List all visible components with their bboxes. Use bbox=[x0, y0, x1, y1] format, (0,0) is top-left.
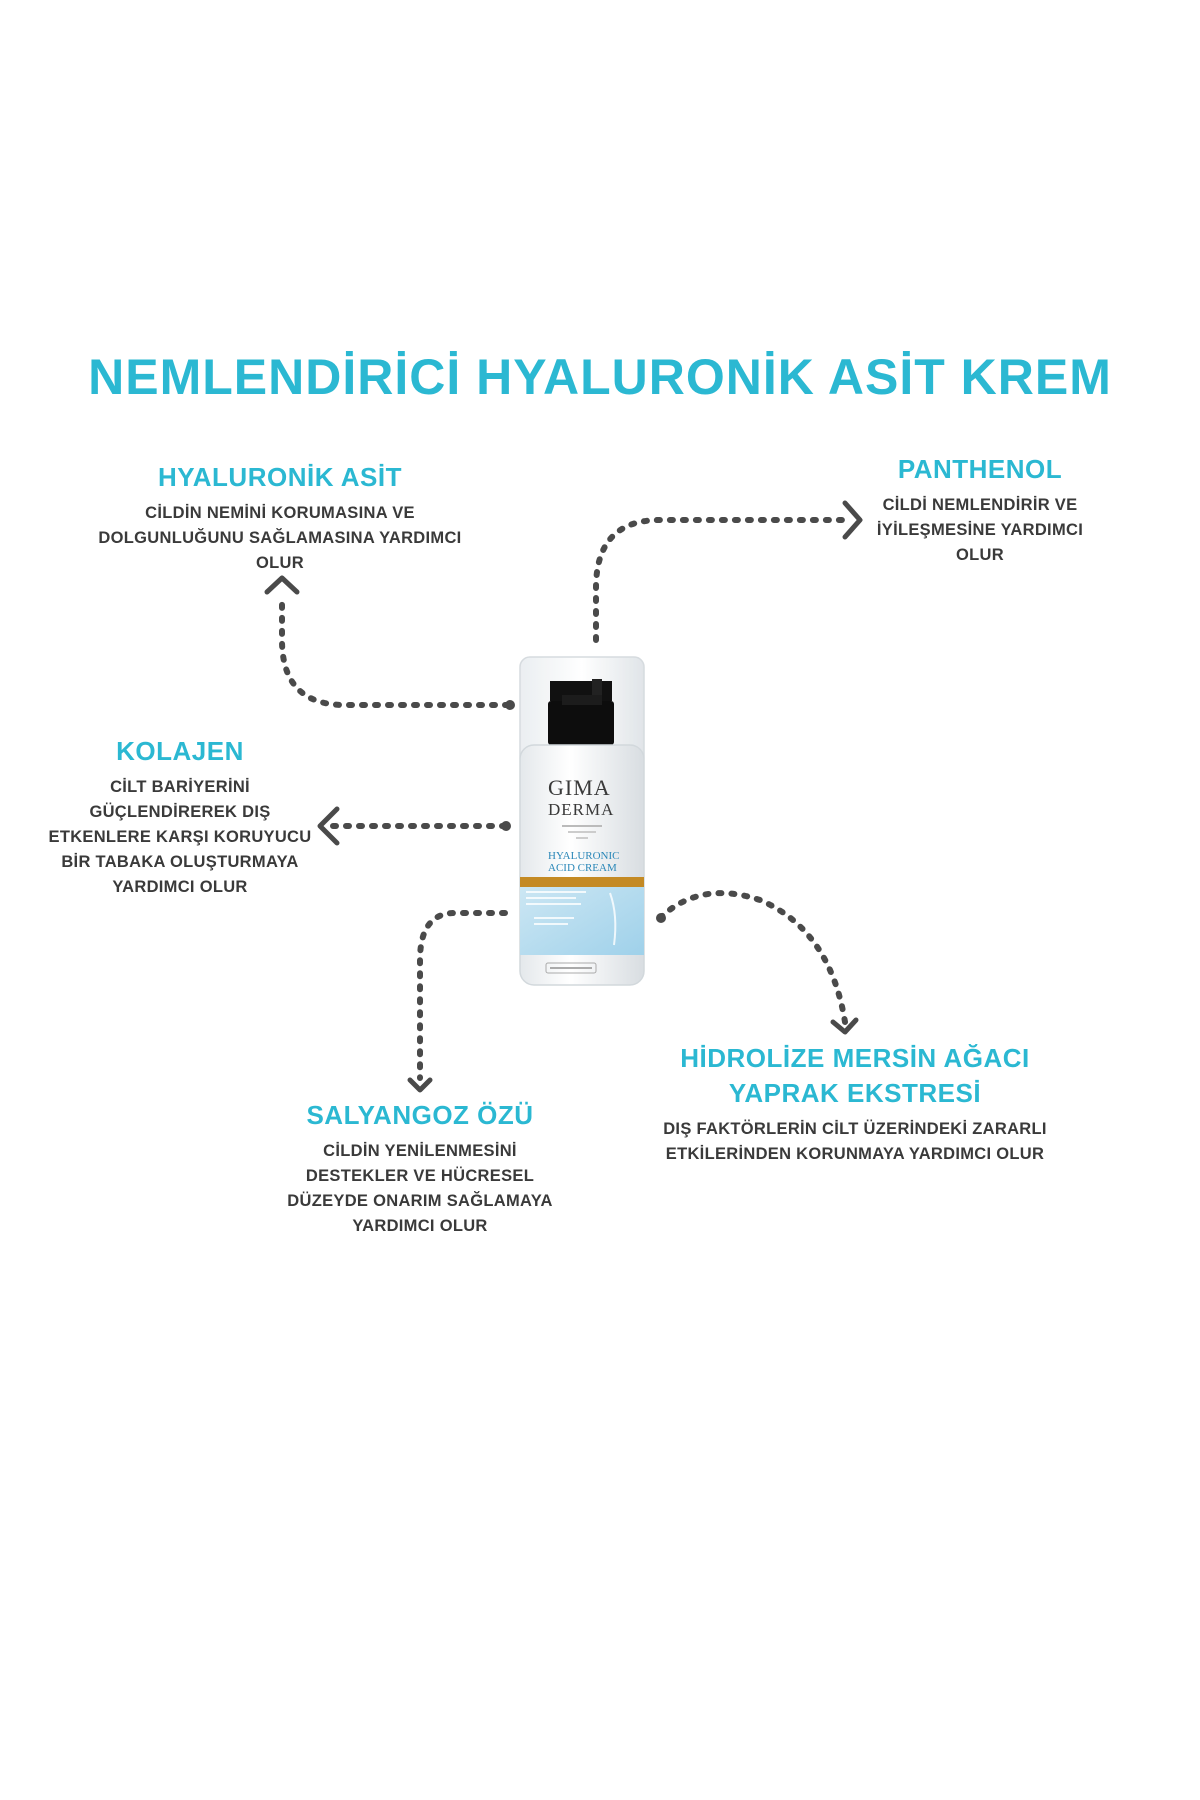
ingredient-desc-line: BİR TABAKA OLUŞTURMAYA bbox=[61, 853, 299, 871]
product-bottle-image bbox=[518, 655, 646, 990]
ingredient-hyaluronic bbox=[80, 462, 480, 576]
ingredient-desc-line: YARDIMCI OLUR bbox=[352, 1217, 488, 1235]
product-name-line2: ACID CREAM bbox=[548, 862, 617, 874]
ingredient-kolajen bbox=[30, 736, 330, 900]
arrow-panthenol bbox=[596, 520, 848, 640]
ingredient-desc-line: CİLT BARİYERİNİ bbox=[110, 778, 250, 796]
ingredient-salyangoz bbox=[270, 1100, 570, 1239]
ingredient-desc-line: DOLGUNLUĞUNU SAĞLAMASINA YARDIMCI bbox=[98, 529, 462, 547]
ingredient-desc-line: CİLDİ NEMLENDİRİR VE bbox=[882, 496, 1078, 514]
ingredient-desc-line: DESTEKLER VE HÜCRESEL bbox=[305, 1167, 535, 1185]
ingredient-desc-line: CİLDİN YENİLENMESİNİ bbox=[323, 1142, 517, 1160]
ingredient-title: PANTHENOL bbox=[897, 454, 1063, 484]
dot-mersin bbox=[656, 913, 666, 923]
ingredient-title: KOLAJEN bbox=[116, 736, 244, 766]
ingredient-title: HYALURONİK ASİT bbox=[158, 462, 402, 492]
ingredient-panthenol bbox=[855, 454, 1105, 568]
ingredient-title: HİDROLİZE MERSİN AĞACI bbox=[680, 1043, 1030, 1073]
ingredient-desc-line: ETKİLERİNDEN KORUNMAYA YARDIMCI OLUR bbox=[665, 1145, 1045, 1163]
ingredient-desc-line: DIŞ FAKTÖRLERİN CİLT ÜZERİNDEKİ ZARARLI bbox=[663, 1120, 1047, 1138]
ingredient-title: YAPRAK EKSTRESİ bbox=[728, 1078, 982, 1108]
ingredient-desc-line: ETKENLERE KARŞI KORUYUCU bbox=[48, 828, 312, 846]
arrow-mersin bbox=[660, 893, 845, 1022]
ingredient-desc-line: OLUR bbox=[256, 554, 304, 572]
ingredient-mersin bbox=[645, 1043, 1065, 1167]
ingredient-desc-line: YARDIMCI OLUR bbox=[112, 878, 248, 896]
ingredient-desc-line: GÜÇLENDİREREK DIŞ bbox=[89, 803, 271, 821]
arrow-salyangoz bbox=[420, 913, 505, 1078]
brand-logo-line1: GIMA bbox=[548, 775, 611, 800]
arrowhead-salyangoz bbox=[410, 1080, 430, 1090]
brand-logo-line2: DERMA bbox=[548, 800, 615, 819]
ingredient-desc-line: OLUR bbox=[956, 546, 1004, 564]
dot-hyaluronic bbox=[505, 700, 515, 710]
ingredient-desc-line: DÜZEYDE ONARIM SAĞLAMAYA bbox=[287, 1192, 553, 1210]
page-title: NEMLENDİRİCİ HYALURONİK ASİT KREM bbox=[88, 349, 1112, 405]
ingredient-title: SALYANGOZ ÖZÜ bbox=[306, 1100, 534, 1130]
product-name-line1: HYALURONIC bbox=[548, 850, 620, 862]
arrow-hyaluronic bbox=[282, 598, 508, 705]
dot-kolajen bbox=[501, 821, 511, 831]
ingredient-desc-line: CİLDİN NEMİNİ KORUMASINA VE bbox=[145, 504, 415, 522]
arrowhead-hyaluronic bbox=[267, 578, 297, 592]
ingredient-desc-line: İYİLEŞMESİNE YARDIMCI bbox=[876, 521, 1084, 539]
